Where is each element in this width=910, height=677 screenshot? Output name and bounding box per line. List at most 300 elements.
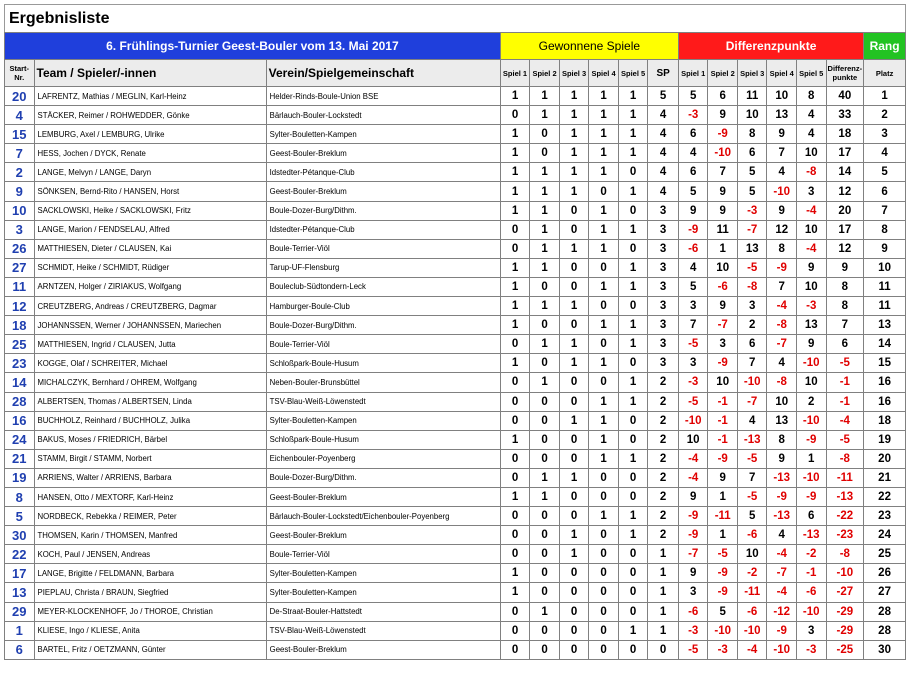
win-spiel5: 1 <box>618 507 648 526</box>
win-spiel2: 0 <box>530 583 560 602</box>
start-number: 17 <box>5 564 35 583</box>
diff-spiel1: 4 <box>678 258 708 277</box>
rank: 15 <box>864 354 906 373</box>
diff-spiel2: -9 <box>708 583 738 602</box>
rank: 20 <box>864 449 906 468</box>
table-row <box>5 640 906 659</box>
diff-spiel4: 9 <box>767 125 797 144</box>
diff-total: 17 <box>826 220 864 239</box>
diff-total: 7 <box>826 316 864 335</box>
diff-spiel3: 7 <box>737 354 767 373</box>
start-number: 21 <box>5 449 35 468</box>
win-spiel4: 0 <box>589 526 619 545</box>
diff-spiel1: 5 <box>678 87 708 106</box>
team-name: HESS, Jochen / DYCK, Renate <box>34 144 266 163</box>
sp-total: 2 <box>648 392 679 411</box>
club-name: Boule-Terrier-Viöl <box>266 239 500 258</box>
col-diff-spiel2: Spiel 2 <box>708 60 738 87</box>
win-spiel1: 1 <box>500 277 530 296</box>
rank: 8 <box>864 220 906 239</box>
diff-total: 8 <box>826 297 864 316</box>
diff-spiel3: -5 <box>737 449 767 468</box>
win-spiel5: 1 <box>618 125 648 144</box>
sp-total: 0 <box>648 640 679 659</box>
win-spiel3: 1 <box>559 526 589 545</box>
start-number: 19 <box>5 468 35 487</box>
diff-total: 8 <box>826 277 864 296</box>
diff-spiel5: 1 <box>796 449 826 468</box>
sp-total: 1 <box>648 545 679 564</box>
table-row <box>5 220 906 239</box>
rank: 4 <box>864 144 906 163</box>
table-row <box>5 583 906 602</box>
start-number: 16 <box>5 411 35 430</box>
win-spiel1: 0 <box>500 602 530 621</box>
team-name: ARRIENS, Walter / ARRIENS, Barbara <box>34 468 266 487</box>
table-row <box>5 258 906 277</box>
win-spiel4: 1 <box>589 220 619 239</box>
win-spiel5: 1 <box>618 106 648 125</box>
diff-spiel4: 4 <box>767 163 797 182</box>
win-spiel4: 1 <box>589 144 619 163</box>
rank: 26 <box>864 564 906 583</box>
start-number: 25 <box>5 335 35 354</box>
diff-spiel4: -4 <box>767 583 797 602</box>
sp-total: 2 <box>648 507 679 526</box>
diff-spiel5: -13 <box>796 526 826 545</box>
win-spiel4: 1 <box>589 411 619 430</box>
win-spiel2: 1 <box>530 106 560 125</box>
diff-total: -27 <box>826 583 864 602</box>
diff-total: -29 <box>826 621 864 640</box>
rank: 1 <box>864 87 906 106</box>
sp-total: 4 <box>648 144 679 163</box>
win-spiel4: 1 <box>589 106 619 125</box>
rank: 11 <box>864 277 906 296</box>
win-spiel5: 1 <box>618 87 648 106</box>
sp-total: 2 <box>648 468 679 487</box>
diff-total: 6 <box>826 335 864 354</box>
win-spiel4: 0 <box>589 487 619 506</box>
diff-spiel1: 7 <box>678 316 708 335</box>
diff-spiel2: -9 <box>708 449 738 468</box>
win-spiel4: 0 <box>589 545 619 564</box>
win-spiel3: 0 <box>559 277 589 296</box>
sp-total: 4 <box>648 163 679 182</box>
diff-spiel5: -9 <box>796 487 826 506</box>
diff-spiel2: -6 <box>708 277 738 296</box>
team-name: MATTHIESEN, Ingrid / CLAUSEN, Jutta <box>34 335 266 354</box>
win-spiel1: 1 <box>500 182 530 201</box>
win-spiel2: 1 <box>530 163 560 182</box>
diff-spiel4: -4 <box>767 545 797 564</box>
club-name: Boule-Dozer-Burg/Dithm. <box>266 316 500 335</box>
win-spiel5: 0 <box>618 201 648 220</box>
club-name: TSV-Blau-Weiß-Löwenstedt <box>266 392 500 411</box>
sp-total: 5 <box>648 87 679 106</box>
club-name: Eichenbouler-Poyenberg <box>266 449 500 468</box>
diff-spiel1: 10 <box>678 430 708 449</box>
win-spiel5: 1 <box>618 526 648 545</box>
win-spiel2: 0 <box>530 564 560 583</box>
diff-spiel5: 9 <box>796 335 826 354</box>
diff-spiel1: 9 <box>678 564 708 583</box>
diff-total: 18 <box>826 125 864 144</box>
diff-spiel4: -10 <box>767 640 797 659</box>
win-spiel4: 1 <box>589 125 619 144</box>
diff-spiel4: -9 <box>767 487 797 506</box>
club-name: Sylter-Bouletten-Kampen <box>266 583 500 602</box>
win-spiel4: 0 <box>589 182 619 201</box>
diff-spiel5: 3 <box>796 621 826 640</box>
table-row <box>5 201 906 220</box>
diff-spiel1: -9 <box>678 507 708 526</box>
win-spiel5: 1 <box>618 335 648 354</box>
win-spiel1: 0 <box>500 106 530 125</box>
win-spiel4: 1 <box>589 239 619 258</box>
sp-total: 3 <box>648 316 679 335</box>
start-number: 28 <box>5 392 35 411</box>
win-spiel1: 0 <box>500 392 530 411</box>
start-number: 26 <box>5 239 35 258</box>
win-spiel3: 0 <box>559 316 589 335</box>
diff-spiel3: -3 <box>737 201 767 220</box>
diff-spiel4: 7 <box>767 277 797 296</box>
col-diff-spiel3: Spiel 3 <box>737 60 767 87</box>
club-name: Geest-Bouler-Breklum <box>266 487 500 506</box>
diff-total: -22 <box>826 507 864 526</box>
diff-spiel3: 3 <box>737 297 767 316</box>
win-spiel4: 1 <box>589 392 619 411</box>
team-name: LANGE, Marion / FENDSELAU, Alfred <box>34 220 266 239</box>
diff-spiel1: 3 <box>678 297 708 316</box>
diff-spiel3: -7 <box>737 392 767 411</box>
diff-spiel2: -3 <box>708 640 738 659</box>
win-spiel1: 0 <box>500 239 530 258</box>
win-spiel3: 1 <box>559 87 589 106</box>
rank: 25 <box>864 545 906 564</box>
win-spiel2: 1 <box>530 373 560 392</box>
diff-total: 12 <box>826 182 864 201</box>
win-spiel4: 1 <box>589 430 619 449</box>
table-row <box>5 335 906 354</box>
rank: 3 <box>864 125 906 144</box>
table-row <box>5 526 906 545</box>
win-spiel4: 1 <box>589 201 619 220</box>
col-win-spiel3: Spiel 3 <box>559 60 589 87</box>
win-spiel1: 0 <box>500 411 530 430</box>
diff-spiel3: 7 <box>737 468 767 487</box>
col-win-spiel1: Spiel 1 <box>500 60 530 87</box>
win-spiel5: 1 <box>618 316 648 335</box>
win-spiel5: 0 <box>618 602 648 621</box>
diff-spiel2: 9 <box>708 201 738 220</box>
win-spiel2: 1 <box>530 239 560 258</box>
diff-spiel3: 8 <box>737 125 767 144</box>
col-win-spiel2: Spiel 2 <box>530 60 560 87</box>
team-name: MATTHIESEN, Dieter / CLAUSEN, Kai <box>34 239 266 258</box>
diff-spiel2: 9 <box>708 468 738 487</box>
club-name: TSV-Blau-Weiß-Löwenstedt <box>266 621 500 640</box>
diff-spiel5: -6 <box>796 583 826 602</box>
col-start: Start-Nr. <box>5 60 35 87</box>
rank: 11 <box>864 297 906 316</box>
win-spiel1: 0 <box>500 335 530 354</box>
sp-total: 3 <box>648 258 679 277</box>
col-diff-spiel5: Spiel 5 <box>796 60 826 87</box>
diff-spiel5: -3 <box>796 297 826 316</box>
table-row <box>5 468 906 487</box>
diff-spiel4: 4 <box>767 526 797 545</box>
diff-points-header: Differenzpunkte <box>678 33 863 60</box>
win-spiel4: 0 <box>589 373 619 392</box>
diff-spiel5: 2 <box>796 392 826 411</box>
diff-spiel1: -6 <box>678 239 708 258</box>
diff-total: 9 <box>826 258 864 277</box>
diff-spiel2: 1 <box>708 526 738 545</box>
diff-spiel2: 11 <box>708 220 738 239</box>
diff-total: 40 <box>826 87 864 106</box>
diff-spiel3: 13 <box>737 239 767 258</box>
win-spiel5: 0 <box>618 487 648 506</box>
win-spiel3: 0 <box>559 258 589 277</box>
team-name: BARTEL, Fritz / OETZMANN, Günter <box>34 640 266 659</box>
start-number: 11 <box>5 277 35 296</box>
diff-spiel5: 10 <box>796 277 826 296</box>
win-spiel3: 0 <box>559 220 589 239</box>
win-spiel1: 0 <box>500 526 530 545</box>
team-name: LAFRENTZ, Mathias / MEGLIN, Karl-Heinz <box>34 87 266 106</box>
team-name: SCHMIDT, Heike / SCHMIDT, Rüdiger <box>34 258 266 277</box>
rank: 14 <box>864 335 906 354</box>
diff-spiel1: 4 <box>678 144 708 163</box>
rank: 7 <box>864 201 906 220</box>
win-spiel2: 0 <box>530 545 560 564</box>
diff-spiel3: -13 <box>737 430 767 449</box>
win-spiel1: 1 <box>500 258 530 277</box>
club-name: Boule-Dozer-Burg/Dithm. <box>266 468 500 487</box>
start-number: 24 <box>5 430 35 449</box>
win-spiel2: 0 <box>530 640 560 659</box>
table-row <box>5 621 906 640</box>
win-spiel4: 0 <box>589 297 619 316</box>
col-platz: Platz <box>864 60 906 87</box>
diff-total: 14 <box>826 163 864 182</box>
diff-spiel2: -7 <box>708 316 738 335</box>
win-spiel2: 0 <box>530 144 560 163</box>
diff-spiel1: 3 <box>678 354 708 373</box>
diff-spiel5: 10 <box>796 373 826 392</box>
diff-spiel3: 5 <box>737 163 767 182</box>
team-name: STAMM, Birgit / STAMM, Norbert <box>34 449 266 468</box>
diff-spiel5: 10 <box>796 220 826 239</box>
win-spiel3: 0 <box>559 507 589 526</box>
win-spiel5: 0 <box>618 430 648 449</box>
sp-total: 3 <box>648 297 679 316</box>
win-spiel3: 1 <box>559 125 589 144</box>
win-spiel5: 0 <box>618 411 648 430</box>
diff-spiel3: -7 <box>737 220 767 239</box>
diff-spiel1: -6 <box>678 602 708 621</box>
club-name: Tarup-UF-Flensburg <box>266 258 500 277</box>
win-spiel2: 1 <box>530 468 560 487</box>
table-row <box>5 277 906 296</box>
win-spiel5: 0 <box>618 583 648 602</box>
diff-spiel1: 5 <box>678 182 708 201</box>
win-spiel1: 1 <box>500 125 530 144</box>
win-spiel2: 0 <box>530 430 560 449</box>
win-spiel3: 1 <box>559 335 589 354</box>
diff-total: -4 <box>826 411 864 430</box>
rank: 16 <box>864 392 906 411</box>
win-spiel2: 0 <box>530 526 560 545</box>
team-name: BAKUS, Moses / FRIEDRICH, Bärbel <box>34 430 266 449</box>
diff-spiel3: -8 <box>737 277 767 296</box>
win-spiel2: 0 <box>530 392 560 411</box>
rank: 22 <box>864 487 906 506</box>
diff-spiel3: -10 <box>737 373 767 392</box>
win-spiel4: 0 <box>589 583 619 602</box>
start-number: 5 <box>5 507 35 526</box>
table-row <box>5 545 906 564</box>
team-name: LEMBURG, Axel / LEMBURG, Ulrike <box>34 125 266 144</box>
diff-spiel1: -9 <box>678 220 708 239</box>
diff-spiel4: -10 <box>767 182 797 201</box>
rank: 30 <box>864 640 906 659</box>
start-number: 8 <box>5 487 35 506</box>
table-row <box>5 87 906 106</box>
rank: 5 <box>864 163 906 182</box>
win-spiel5: 1 <box>618 449 648 468</box>
start-number: 13 <box>5 583 35 602</box>
win-spiel3: 0 <box>559 583 589 602</box>
table-row <box>5 449 906 468</box>
diff-spiel1: 6 <box>678 163 708 182</box>
diff-total: -8 <box>826 449 864 468</box>
diff-spiel2: -11 <box>708 507 738 526</box>
win-spiel3: 0 <box>559 602 589 621</box>
diff-spiel3: 10 <box>737 545 767 564</box>
start-number: 1 <box>5 621 35 640</box>
sp-total: 3 <box>648 335 679 354</box>
win-spiel2: 0 <box>530 621 560 640</box>
diff-spiel5: -10 <box>796 354 826 373</box>
diff-spiel1: -5 <box>678 392 708 411</box>
rank: 27 <box>864 583 906 602</box>
diff-spiel5: 3 <box>796 182 826 201</box>
diff-total: -23 <box>826 526 864 545</box>
club-name: Schloßpark-Boule-Husum <box>266 430 500 449</box>
rank: 19 <box>864 430 906 449</box>
diff-spiel5: -8 <box>796 163 826 182</box>
club-name: Geest-Bouler-Breklum <box>266 526 500 545</box>
win-spiel2: 0 <box>530 354 560 373</box>
win-spiel3: 0 <box>559 392 589 411</box>
diff-spiel4: -8 <box>767 316 797 335</box>
diff-spiel1: -3 <box>678 621 708 640</box>
diff-spiel4: -9 <box>767 258 797 277</box>
col-win-spiel5: Spiel 5 <box>618 60 648 87</box>
diff-spiel2: -9 <box>708 125 738 144</box>
diff-spiel2: -10 <box>708 621 738 640</box>
win-spiel2: 1 <box>530 182 560 201</box>
win-spiel3: 0 <box>559 487 589 506</box>
win-spiel4: 0 <box>589 640 619 659</box>
table-row <box>5 182 906 201</box>
win-spiel1: 0 <box>500 373 530 392</box>
win-spiel2: 1 <box>530 297 560 316</box>
diff-spiel1: -7 <box>678 545 708 564</box>
diff-spiel4: 9 <box>767 201 797 220</box>
col-diff-spiel4: Spiel 4 <box>767 60 797 87</box>
diff-spiel4: 9 <box>767 449 797 468</box>
sp-total: 1 <box>648 602 679 621</box>
table-row <box>5 373 906 392</box>
table-row <box>5 239 906 258</box>
diff-spiel5: -4 <box>796 201 826 220</box>
col-diff-spiel1: Spiel 1 <box>678 60 708 87</box>
start-number: 18 <box>5 316 35 335</box>
table-row <box>5 392 906 411</box>
diff-total: -5 <box>826 354 864 373</box>
win-spiel2: 1 <box>530 258 560 277</box>
diff-spiel3: 6 <box>737 144 767 163</box>
sp-total: 3 <box>648 239 679 258</box>
diff-spiel4: -4 <box>767 297 797 316</box>
diff-spiel5: 4 <box>796 106 826 125</box>
club-name: Bouleclub-Südtondern-Leck <box>266 277 500 296</box>
table-row <box>5 106 906 125</box>
club-name: Geest-Bouler-Breklum <box>266 182 500 201</box>
win-spiel5: 0 <box>618 640 648 659</box>
diff-spiel1: -4 <box>678 449 708 468</box>
rank-header: Rang <box>864 33 906 60</box>
win-spiel4: 1 <box>589 277 619 296</box>
win-spiel1: 1 <box>500 316 530 335</box>
team-name: KOGGE, Olaf / SCHREITER, Michael <box>34 354 266 373</box>
diff-spiel5: 13 <box>796 316 826 335</box>
diff-spiel3: -10 <box>737 621 767 640</box>
diff-spiel3: -5 <box>737 487 767 506</box>
diff-spiel5: -4 <box>796 239 826 258</box>
rank: 18 <box>864 411 906 430</box>
team-name: NORDBECK, Rebekka / REIMER, Peter <box>34 507 266 526</box>
diff-spiel1: -3 <box>678 373 708 392</box>
sp-total: 2 <box>648 526 679 545</box>
win-spiel2: 0 <box>530 316 560 335</box>
diff-spiel5: -2 <box>796 545 826 564</box>
table-row <box>5 507 906 526</box>
win-spiel3: 0 <box>559 201 589 220</box>
win-spiel5: 1 <box>618 277 648 296</box>
win-spiel1: 1 <box>500 201 530 220</box>
sp-total: 2 <box>648 373 679 392</box>
diff-spiel2: 10 <box>708 258 738 277</box>
diff-spiel2: -9 <box>708 354 738 373</box>
win-spiel4: 0 <box>589 468 619 487</box>
win-spiel2: 0 <box>530 277 560 296</box>
win-spiel1: 1 <box>500 487 530 506</box>
start-number: 30 <box>5 526 35 545</box>
diff-spiel4: -12 <box>767 602 797 621</box>
win-spiel2: 0 <box>530 411 560 430</box>
win-spiel3: 0 <box>559 449 589 468</box>
win-spiel2: 1 <box>530 602 560 621</box>
diff-spiel1: 3 <box>678 583 708 602</box>
win-spiel3: 1 <box>559 144 589 163</box>
table-row <box>5 297 906 316</box>
diff-spiel3: 2 <box>737 316 767 335</box>
